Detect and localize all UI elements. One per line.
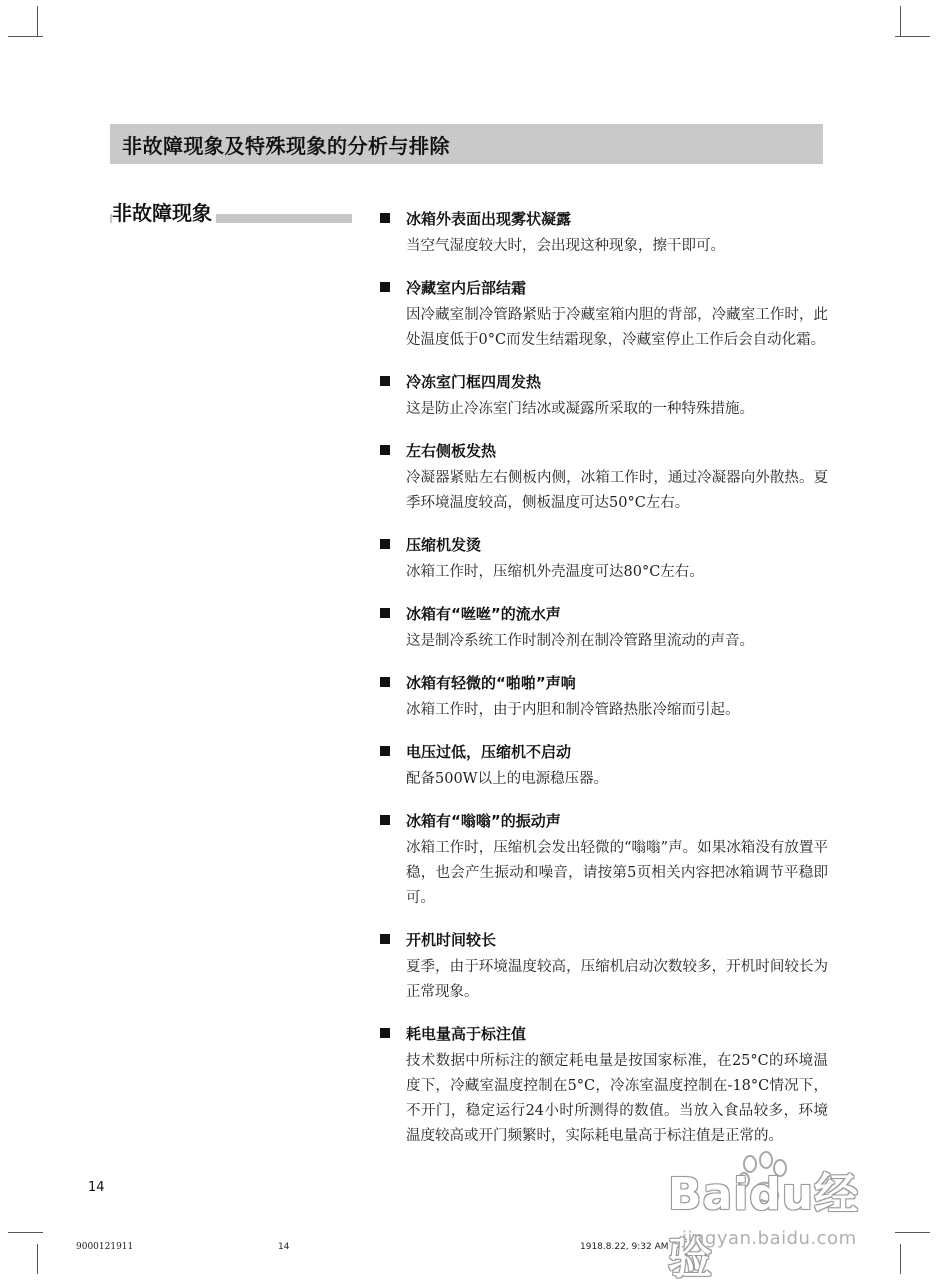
- crop-mark: [8, 36, 43, 37]
- crop-mark: [37, 6, 38, 36]
- faq-answer: 这是防止冷冻室门结冰或凝露所采取的一种特殊措施。: [406, 401, 754, 417]
- faq-question: 冰箱有“咝咝”的流水声: [406, 605, 561, 623]
- faq-item: [380, 810, 828, 911]
- faq-question: 开机时间较长: [406, 931, 497, 949]
- crop-mark: [900, 6, 901, 36]
- faq-item: [380, 534, 828, 585]
- square-bullet-icon: [380, 608, 390, 618]
- page-title-bar: [110, 124, 823, 164]
- faq-item: [380, 371, 828, 422]
- faq-question: 耗电量高于标注值: [406, 1025, 527, 1043]
- page-title: 非故障现象及特殊现象的分析与排除: [122, 133, 450, 158]
- faq-answer: 因冷藏室制冷管路紧贴于冷藏室箱内胆的背部，冷藏室工作时，此处温度低于0°C而发生结霜现象，冷藏室停止工作后会自动化霜。: [406, 307, 828, 348]
- section-title: 非故障现象: [112, 197, 216, 226]
- faq-question: 冰箱外表面出现雾状凝露: [406, 210, 572, 228]
- faq-question: 电压过低，压缩机不启动: [406, 743, 572, 761]
- faq-answer: 当空气湿度较大时，会出现这种现象，擦干即可。: [406, 238, 725, 254]
- crop-mark: [37, 1244, 38, 1274]
- faq-answer: 夏季，由于环境温度较高，压缩机启动次数较多，开机时间较长为正常现象。: [406, 959, 828, 1000]
- watermark-brand: Baidu经验: [668, 1169, 860, 1284]
- faq-item: [380, 1023, 828, 1149]
- faq-question: 左右侧板发热: [406, 442, 497, 460]
- faq-answer: 冰箱工作时，由于内胆和制冷管路热胀冷缩而引起。: [406, 702, 740, 718]
- square-bullet-icon: [380, 376, 390, 386]
- footer-date: 1918.8.22, 9:32 AM: [580, 1242, 669, 1252]
- faq-question: 冰箱有轻微的“啪啪”声响: [406, 674, 576, 692]
- footer-page: 14: [278, 1242, 290, 1252]
- faq-answer: 冰箱工作时，压缩机外壳温度可达80°C左右。: [406, 564, 704, 580]
- faq-answer: 配备500W以上的电源稳压器。: [406, 771, 609, 787]
- faq-answer: 这是制冷系统工作时制冷剂在制冷管路里流动的声音。: [406, 633, 754, 649]
- square-bullet-icon: [380, 445, 390, 455]
- square-bullet-icon: [380, 746, 390, 756]
- baidu-watermark: [668, 1150, 898, 1284]
- faq-question: 冷冻室门框四周发热: [406, 373, 542, 391]
- square-bullet-icon: [380, 815, 390, 825]
- page-number: 14: [88, 1180, 105, 1195]
- faq-answer: 冷凝器紧贴左右侧板内侧，冰箱工作时，通过冷凝器向外散热。夏季环境温度较高，侧板温度可达50°C左右。: [406, 470, 828, 511]
- faq-question: 冰箱有“嗡嗡”的振动声: [406, 812, 561, 830]
- crop-mark: [900, 1244, 901, 1274]
- faq-item: [380, 277, 828, 353]
- faq-item: [380, 741, 828, 792]
- faq-answer: 冰箱工作时，压缩机会发出轻微的“嗡嗡”声。如果冰箱没有放置平稳，也会产生振动和噪音，请按第5页相关内容把冰箱调节平稳即可。: [406, 840, 828, 906]
- faq-item: [380, 603, 828, 654]
- square-bullet-icon: [380, 934, 390, 944]
- faq-list: [380, 208, 828, 1167]
- footer-code: 9000121911: [76, 1242, 134, 1252]
- faq-question: 冷藏室内后部结霜: [406, 279, 527, 297]
- watermark-url: jingyan.baidu.com: [682, 1228, 857, 1249]
- faq-item: [380, 440, 828, 516]
- faq-item: [380, 929, 828, 1005]
- crop-mark: [8, 1232, 43, 1233]
- section-heading: [110, 197, 352, 227]
- faq-question: 压缩机发烫: [406, 536, 482, 554]
- square-bullet-icon: [380, 677, 390, 687]
- square-bullet-icon: [380, 539, 390, 549]
- faq-answer: 技术数据中所标注的额定耗电量是按国家标准，在25°C的环境温度下，冷藏室温度控制在5°C，冷冻室温度控制在-18°C情况下，不开门，稳定运行24小时所测得的数值。当放入食品较多，环境温度较高或开门频繁时，实际耗电量高于标注值是正常的。: [406, 1053, 828, 1144]
- square-bullet-icon: [380, 1028, 390, 1038]
- crop-mark: [895, 1232, 930, 1233]
- crop-mark: [895, 36, 930, 37]
- square-bullet-icon: [380, 282, 390, 292]
- faq-item: [380, 672, 828, 723]
- square-bullet-icon: [380, 213, 390, 223]
- faq-item: [380, 208, 828, 259]
